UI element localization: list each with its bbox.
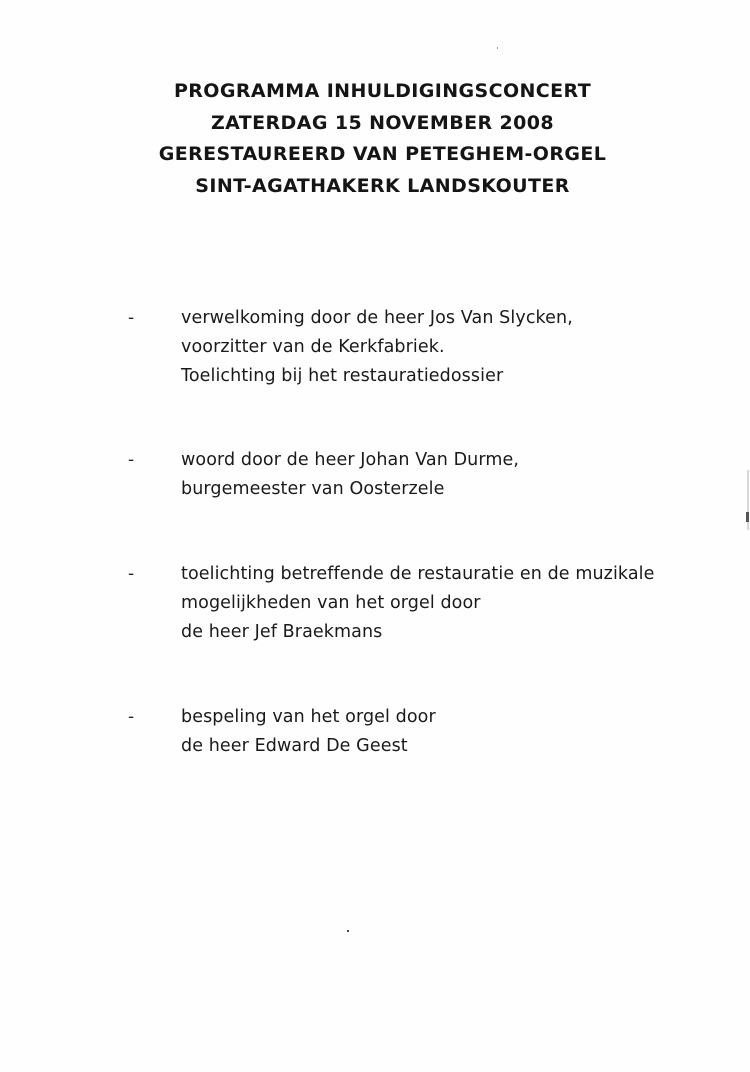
- scan-edge-mark: [746, 512, 749, 522]
- heading-title: PROGRAMMA INHULDIGINGSCONCERT: [173, 80, 592, 102]
- bullet-dash: -: [128, 450, 135, 470]
- scan-speck: [347, 930, 349, 932]
- item-line: burgemeester van Oosterzele: [181, 479, 445, 499]
- bullet-dash: -: [128, 308, 135, 328]
- heading-church: SINT-AGATHAKERK LANDSKOUTER: [195, 174, 570, 197]
- item-text: [181, 703, 436, 761]
- item-text: [181, 446, 519, 504]
- item-line: woord door de heer Johan Van Durme,: [181, 450, 520, 470]
- program-heading: [0, 76, 750, 202]
- item-line: voorzitter van de Kerkfabriek.: [181, 337, 445, 357]
- item-line: de heer Edward De Geest: [181, 736, 408, 756]
- item-text: [181, 560, 655, 647]
- item-line: de heer Jef Braekmans: [181, 622, 383, 642]
- heading-date: ZATERDAG 15 NOVEMBER 2008: [210, 111, 555, 134]
- item-line: Toelichting bij het restauratiedossier: [181, 366, 504, 386]
- heading-organ: GERESTAUREERD VAN PETEGHEM-ORGEL: [158, 143, 607, 165]
- bullet-dash: -: [128, 564, 135, 584]
- item-text: [181, 304, 573, 391]
- item-line: bespeling van het orgel door: [181, 707, 436, 727]
- bullet-dash: -: [128, 707, 135, 727]
- item-line: toelichting betreffende de restauratie en de muzikale: [181, 564, 655, 584]
- item-line: mogelijkheden van het orgel door: [181, 593, 481, 613]
- scan-speck: [497, 47, 498, 49]
- item-line: verwelkoming door de heer Jos Van Slycken,: [181, 308, 573, 328]
